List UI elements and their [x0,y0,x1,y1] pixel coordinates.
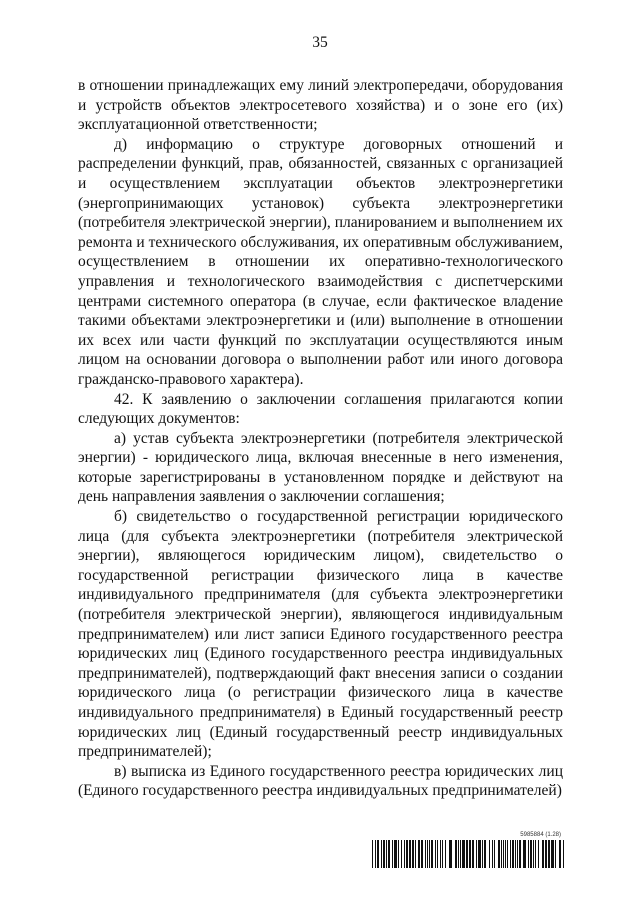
paragraph-item-42: 42. К заявлению о заключении соглашения прилагаются копии следующих документов: [78,390,563,428]
paragraph-item-v: в) выписка из Единого государственного реестра юридических лиц (Единого государственного реестра индивидуальных предпринимателей) [78,762,563,800]
paragraph-continuation: в отношении принадлежащих ему линий электропередачи, оборудования и устройств объектов электросетевого хозяйства) и о зоне его (их) эксплуатационной ответственности; [78,77,563,134]
document-body [78,76,563,801]
barcode-icon [372,840,564,868]
paragraph-item-b: б) свидетельство о государственной регистрации юридического лица (для субъекта электроэнергетики (потребителя электрической энергии), являющегося юридическим лицом), свидетельство о государственной регистрации физического лица в качестве индивидуального предпринимателя (для субъекта электроэнергетики (потребителя электрической энергии), являющегося индивидуальным предпринимателем) или лист записи Единого государственного реестра юридических лиц (Единого государственного реестра индивидуальных предпринимателей), подтверждающий факт внесения записи о создании юридического лица (о регистрации физического лица в качестве индивидуального предпринимателя) в Единый государственный реестр юридических лиц (Единый государственный реестр индивидуальных предпринимателей); [78,508,563,761]
document-code: 5985884 (1.28) [520,832,561,838]
page-number: 35 [312,34,328,51]
paragraph-item-d: д) информацию о структуре договорных отношений и распределении функций, прав, обязанностей, связанных с организацией и осуществлением эксплуатации объектов электроэнергетики (энергопринимающих установок) субъекта электроэнергетики (потребителя электрической энергии), планированием и выполнением их ремонта и технического обслуживания, их оперативным обслуживанием, осуществлением в отношении их оперативно-технологического управления и технологического взаимодействия с диспетчерскими центрами системного оператора (в случае, если фактическое владение такими объектами электроэнергетики и (или) выполнение в отношении их всех или части функций по эксплуатации осуществляются иным лицом на основании договора о выполнении работ или иного договора гражданско-правового характера). [78,135,563,388]
paragraph-item-a: а) устав субъекта электроэнергетики (потребителя электрической энергии) - юридического лица, включая внесенные в него изменения, которые зарегистрированы в установленном порядке и действуют на день направления заявления о заключении соглашения; [78,429,563,506]
